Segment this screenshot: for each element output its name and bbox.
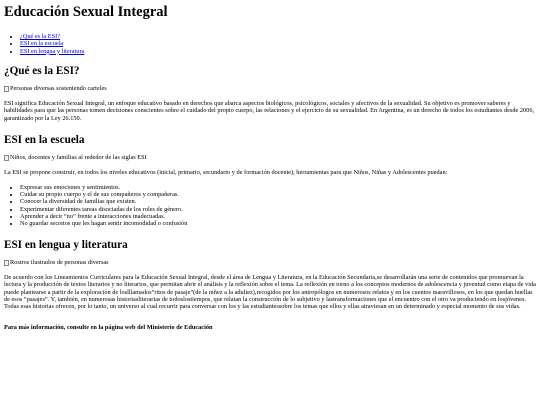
section-que-es bbox=[4, 65, 536, 122]
toc-link-escuela[interactable]: ESI en la escuela bbox=[20, 40, 64, 48]
skills-list bbox=[4, 184, 536, 227]
broken-image-icon bbox=[4, 155, 9, 161]
image-alt-text: Personas diversas sosteniendo carteles bbox=[10, 85, 107, 93]
list-item: • Experimentar diferentes tareas disociadas de los roles de género. bbox=[20, 206, 536, 213]
list-item: • Expresar sus emociones y sentimientos. bbox=[20, 184, 536, 191]
list-item: • No guardar secretos que les hagan sentir incomodidad o confusión bbox=[20, 220, 536, 227]
page-title: Educación Sexual Integral bbox=[4, 4, 168, 20]
section-paragraph: La ESI se propone construir, en todos los niveles educativos (inicial, primario, secundario y de formación docente), herramientas para que Niños, Niñas y Adolescentes puedan: bbox=[4, 168, 448, 176]
broken-image-icon bbox=[4, 260, 9, 266]
image-alt-text: Niños, docentes y familias al rededor de las siglas ESI bbox=[10, 153, 147, 161]
toc-link-que-es[interactable]: ¿Qué es la ESI? bbox=[20, 33, 61, 40]
section-heading: ESI en la escuela bbox=[4, 133, 85, 146]
toc-item bbox=[20, 33, 536, 40]
toc-item bbox=[20, 40, 536, 47]
image-placeholder bbox=[4, 85, 536, 93]
toc-item bbox=[20, 48, 536, 55]
image-placeholder bbox=[4, 154, 536, 162]
list-item: • Aprender a decir “no” frente a interacciones inadecuadas. bbox=[20, 213, 536, 220]
section-heading: ESI en lengua y literatura bbox=[4, 239, 128, 252]
footer-note: Para más información, consulte en la página web del Ministerio de Educación bbox=[4, 324, 213, 332]
list-item: • Cuidar su propio cuerpo y el de sus compañeros y compañeras. bbox=[20, 191, 536, 198]
table-of-contents bbox=[4, 33, 536, 55]
section-paragraph: De acuerdo con los Lineamientos Curriculares para la Educación Sexual Integral, desde el área de Lengua y Literatura, en la Educación Secundaria,se desarrollarán una serie de contenidos que promuevan la lectura y la producción de textos literarios y no literarios, que permitan abrir el análisis y la reflexión sobre el tema. La reflexión en torno a los conceptos modernos de adolescencia y juventud como etapa de vida puede plantearse a partir de la exploración de loslllamados“ritos de pasaje”(de la niñez a la adultez),recogidos por los antropólogos en numerosos relatos y en los cuentos maravillosos, en los que quedan huellas de esos “pasajes”. Y, también, en numerosas historiasliterarias de todoslostiempos, que relatan la construcción de lo subjetivo y lastransformaciones que el encuentro con el otro va produciendo en losjóvenes. Todas esas historias ofrecen, por lo tanto, un universo al cual recurrir para conversar con los y las estudiantessobre los temas que ellos y ellas atraviesan en un determinado y especial momento de sus vidas. bbox=[4, 274, 536, 311]
toc-link-lengua[interactable]: ESI en lengua y literatura bbox=[20, 47, 85, 55]
section-paragraph: ESI significa Educación Sexual Integral, un enfoque educativo basado en derechos que abarca aspectos biológicos, psicológicos, sociales y afectivos de la sexualidad. Su objetivo es promover saberes y habilidades para que las personas tomen decisiones conscientes sobre el cuidado del propio cuerpo, las relaciones y el ejercicio de su sexualidad. En Argentina, es un derecho de todos los estudiantes desde 2006, garantizado por la Ley 26.150. bbox=[4, 100, 535, 122]
section-escuela bbox=[4, 134, 536, 227]
image-alt-text: Rostros ilustrados de personas diversas bbox=[10, 259, 109, 267]
section-heading: ¿Qué es la ESI? bbox=[4, 65, 80, 78]
broken-image-icon bbox=[4, 86, 9, 92]
image-placeholder bbox=[4, 259, 536, 267]
section-lengua bbox=[4, 239, 536, 310]
list-item: • Conocer la diversidad de familias que existen. bbox=[20, 198, 536, 205]
